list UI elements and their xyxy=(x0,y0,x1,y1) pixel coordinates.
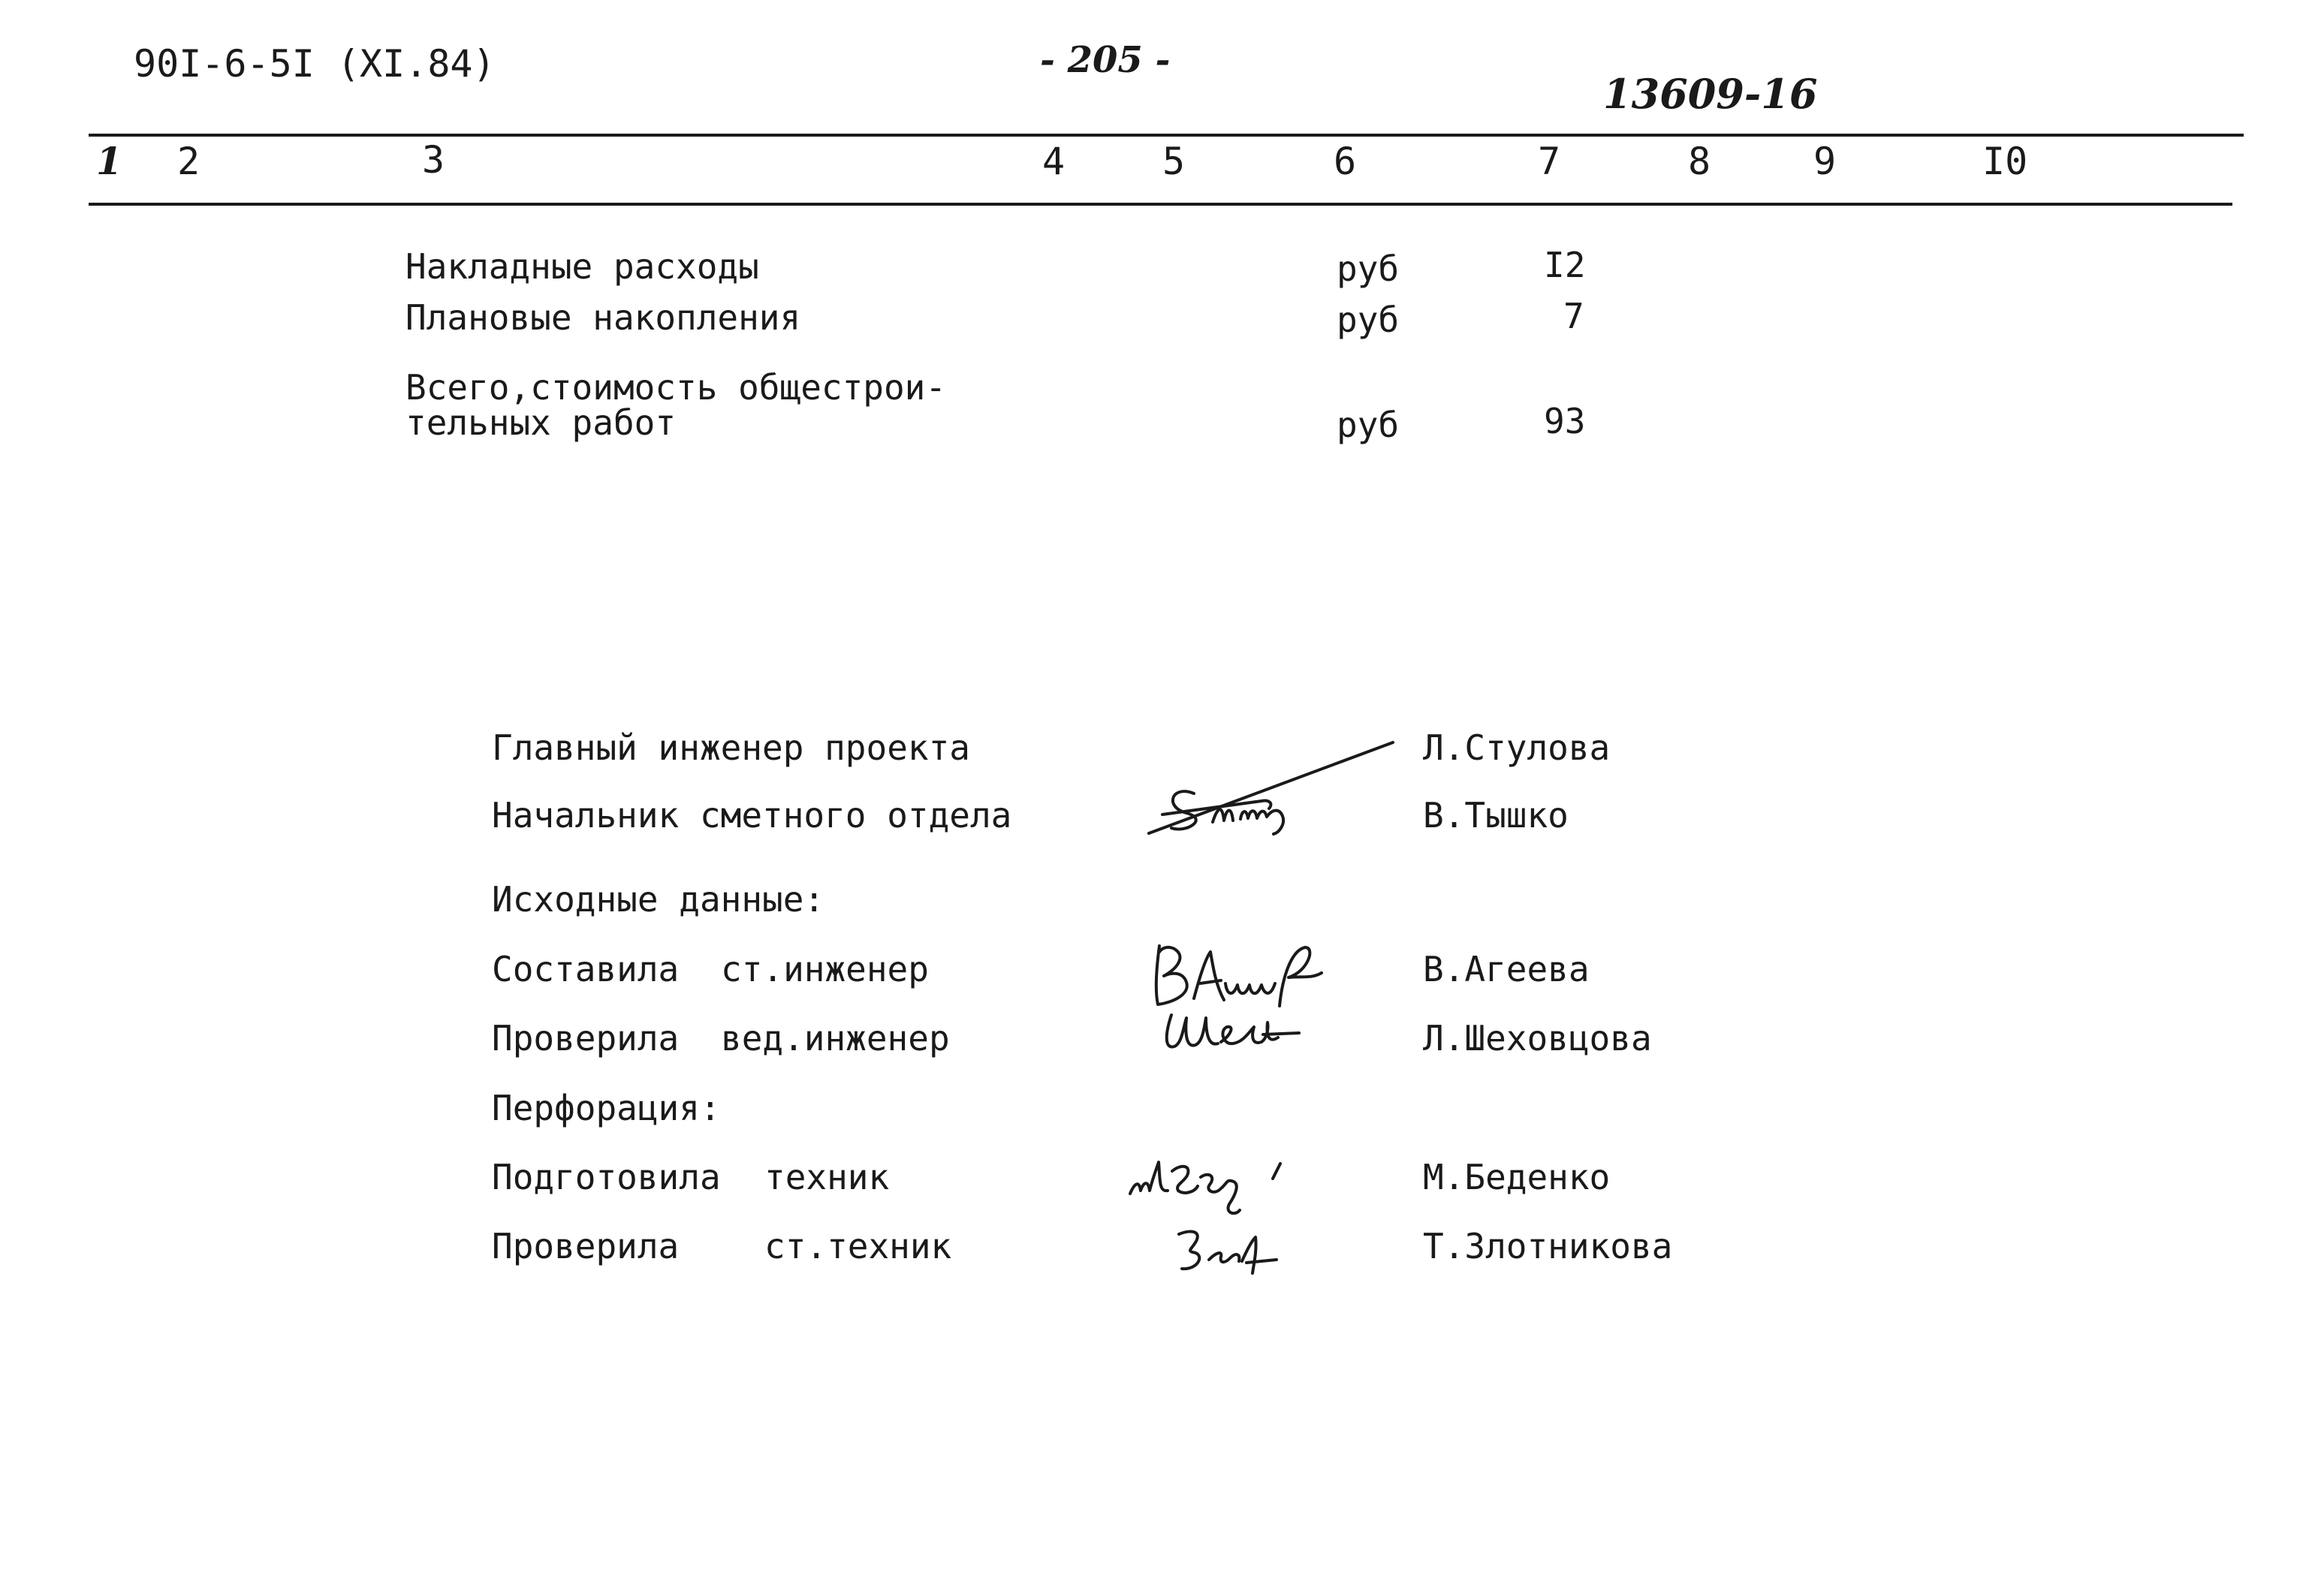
table-header-bottom-rule xyxy=(89,203,2232,206)
compiled-by-name: В.Агеева xyxy=(1423,949,1590,989)
cost-item-value: 93 xyxy=(1544,401,1586,441)
cost-item-value: 7 xyxy=(1563,296,1584,336)
cost-item-name-line2: тельных работ xyxy=(405,402,677,443)
cost-item-name: Плановые накопления xyxy=(405,297,801,338)
checked-by-2-signature xyxy=(1164,1218,1314,1285)
chief-engineer-name: Л.Стулова xyxy=(1423,727,1611,768)
source-data-heading: Исходные данные: xyxy=(492,879,825,920)
cost-item-value: I2 xyxy=(1544,245,1586,285)
chief-engineer-role: Главный инженер проекта xyxy=(492,727,970,768)
cost-item-name: Накладные расходы xyxy=(405,246,759,287)
column-number: 8 xyxy=(1688,140,1711,183)
checked-by-2-name: Т.Злотникова xyxy=(1423,1226,1673,1266)
column-number: 9 xyxy=(1813,140,1837,183)
column-number: 2 xyxy=(177,140,200,183)
column-number: 6 xyxy=(1334,140,1357,183)
checked-by-name: Л.Шеховцова xyxy=(1423,1018,1652,1058)
column-number: 5 xyxy=(1162,140,1186,183)
page-number: - 205 - xyxy=(1040,39,1171,81)
cost-item-unit: руб xyxy=(1337,405,1400,445)
prepared-by-position: техник xyxy=(764,1157,890,1197)
compiled-by-action: Составила xyxy=(492,949,680,989)
document-code: 90I-6-5I (XI.84) xyxy=(134,42,496,86)
checked-by-2-action: Проверила xyxy=(492,1226,680,1266)
perforation-heading: Перфорация: xyxy=(492,1088,721,1128)
checked-by-2-position: ст.техник xyxy=(764,1226,952,1266)
prepared-by-action: Подготовила xyxy=(492,1157,721,1197)
cost-item-name-line1: Всего,стоимость общестрои- xyxy=(405,367,947,408)
checked-by-position: вед.инженер xyxy=(721,1018,950,1058)
cost-item-unit: руб xyxy=(1337,300,1400,340)
prepared-by-signature xyxy=(1123,1141,1318,1224)
prepared-by-name: М.Беденко xyxy=(1423,1157,1611,1197)
column-number: 1 xyxy=(96,139,122,183)
chief-engineer-signature xyxy=(1141,732,1397,845)
checked-by-signature xyxy=(1156,1000,1307,1060)
cost-item-unit: руб xyxy=(1337,248,1400,289)
checked-by-action: Проверила xyxy=(492,1018,680,1058)
column-number: 7 xyxy=(1538,140,1561,183)
estimate-head-role: Начальник сметного отдела xyxy=(492,795,1012,836)
estimate-head-name: В.Тышко xyxy=(1423,795,1569,836)
column-number: 3 xyxy=(422,138,445,182)
table-top-rule xyxy=(89,134,2244,137)
column-number: I0 xyxy=(1982,140,2028,183)
compiled-by-position: ст.инженер xyxy=(721,949,929,989)
column-number: 4 xyxy=(1042,140,1066,183)
sheet-stamp: 13609-16 xyxy=(1603,70,1818,118)
